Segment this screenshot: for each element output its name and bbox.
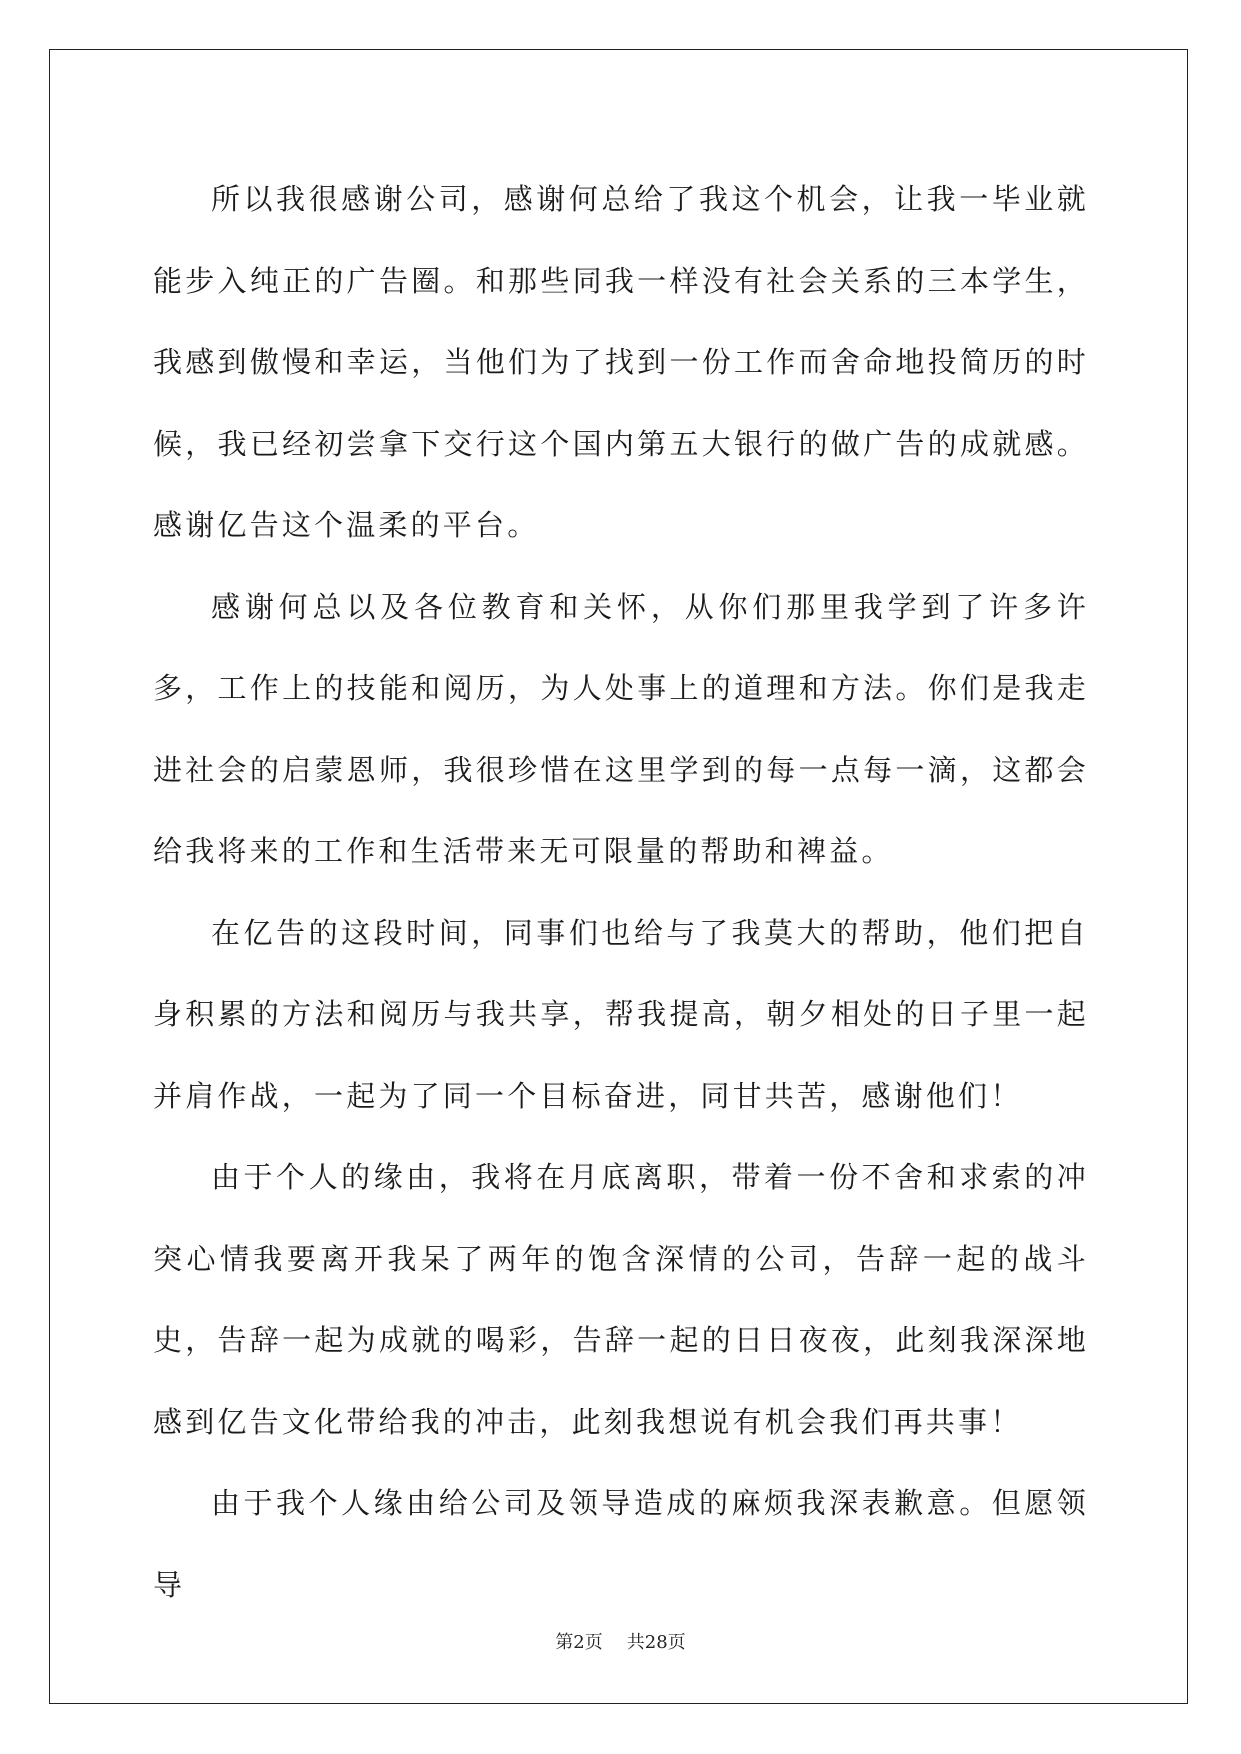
document-body <box>153 159 1089 1626</box>
paragraph: 所以我很感谢公司，感谢何总给了我这个机会，让我一毕业就能步入纯正的广告圈。和那些同我一样没有社会关系的三本学生，我感到傲慢和幸运，当他们为了找到一份工作而舍命地投简历的时候，我已经初尝拿下交行这个国内第五大银行的做广告的成就感。感谢亿告这个温柔的平台。 <box>153 182 1089 542</box>
paragraph: 感谢何总以及各位教育和关怀，从你们那里我学到了许多许多，工作上的技能和阅历，为人处事上的道理和方法。你们是我走进社会的启蒙恩师，我很珍惜在这里学到的每一点每一滴，这都会给我将来的工作和生活带来无可限量的帮助和裨益。 <box>153 589 1089 868</box>
paragraph: 由于个人的缘由，我将在月底离职，带着一份不舍和求索的冲突心情我要离开我呆了两年的饱含深情的公司，告辞一起的战斗史，告辞一起为成就的喝彩，告辞一起的日日夜夜，此刻我深深地感到亿告文化带给我的冲击，此刻我想说有机会我们再共事！ <box>153 1160 1089 1439</box>
paragraph: 在亿告的这段时间，同事们也给与了我莫大的帮助，他们把自身积累的方法和阅历与我共享，帮我提高，朝夕相处的日子里一起并肩作战，一起为了同一个目标奋进，同甘共苦，感谢他们！ <box>153 915 1089 1113</box>
page-total: 共28页 <box>626 1632 686 1653</box>
page-footer <box>0 1628 1241 1654</box>
page-number: 第2页 <box>555 1632 603 1653</box>
paragraph: 由于我个人缘由给公司及领导造成的麻烦我深表歉意。但愿领导 <box>153 1486 1089 1602</box>
